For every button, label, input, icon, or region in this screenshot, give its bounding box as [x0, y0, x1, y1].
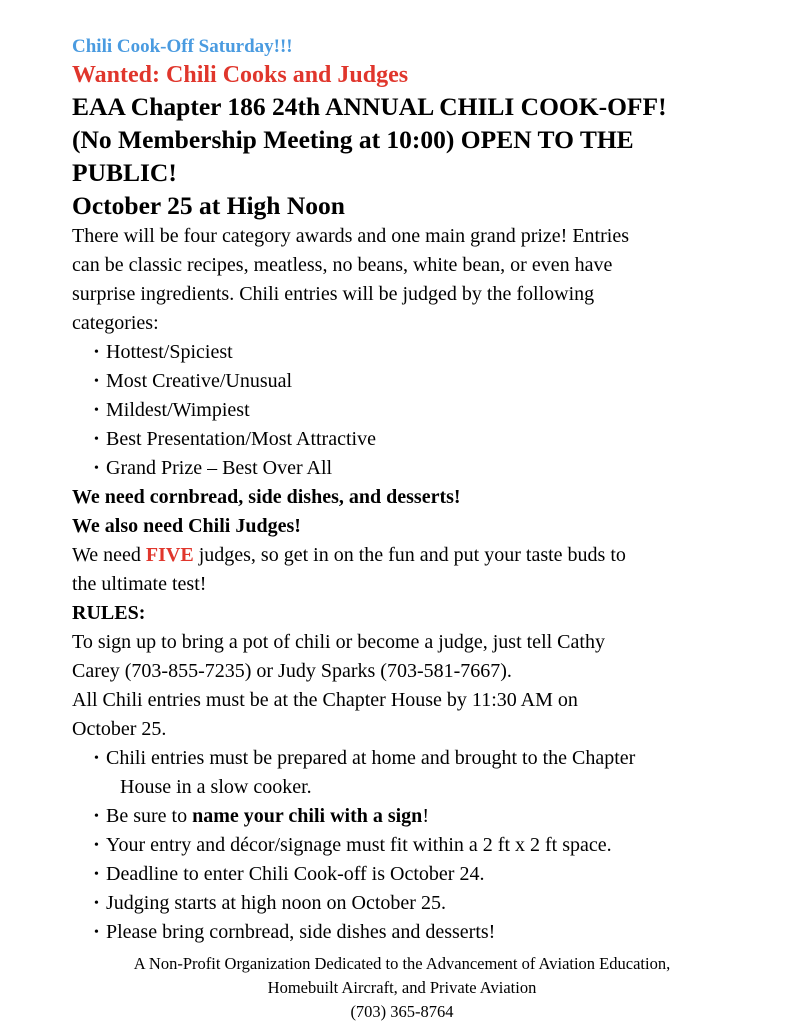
bullet-icon: • — [94, 374, 99, 389]
judges-heading: We also need Chili Judges! — [72, 515, 301, 537]
footer-line: Homebuilt Aircraft, and Private Aviation — [267, 978, 537, 997]
kicker-heading: Chili Cook-Off Saturday!!! — [72, 36, 293, 57]
emphasis-text: name your chili with a sign — [192, 805, 423, 827]
bullet-icon: • — [94, 345, 99, 360]
judges-request-line2: the ultimate test! — [72, 573, 207, 595]
event-date-heading: October 25 at High Noon — [72, 191, 345, 220]
deadline-line: October 25. — [72, 718, 167, 740]
signup-line: To sign up to bring a pot of chili or become a judge, just tell Cathy — [72, 631, 605, 653]
list-item: • Best Presentation/Most Attractive — [72, 425, 742, 454]
rules-heading: RULES: — [72, 602, 146, 624]
bullet-icon: • — [94, 403, 99, 418]
category-list — [72, 338, 742, 483]
list-item: • Be sure to name your chili with a sign! — [72, 802, 742, 831]
footer-phone: (703) 365-8764 — [350, 1002, 454, 1021]
intro-line: There will be four category awards and one main grand prize! Entries — [72, 225, 629, 247]
judges-count: FIVE — [145, 544, 194, 566]
intro-line: can be classic recipes, meatless, no beans, white bean, or even have — [72, 254, 613, 276]
bullet-icon: • — [94, 461, 99, 476]
bullet-icon: • — [94, 867, 99, 882]
list-item: • Grand Prize – Best Over All — [72, 454, 742, 483]
list-item: • Most Creative/Unusual — [72, 367, 742, 396]
intro-line: categories: — [72, 312, 159, 334]
list-item: • Please bring cornbread, side dishes and desserts! — [72, 918, 742, 947]
bullet-icon: • — [94, 838, 99, 853]
bullet-icon: • — [94, 925, 99, 940]
list-item: • Chili entries must be prepared at home and brought to the Chapter House in a slow cooker. — [72, 744, 742, 802]
intro-line: surprise ingredients. Chili entries will be judged by the following — [72, 283, 595, 305]
rules-list — [72, 744, 742, 947]
headline-line: EAA Chapter 186 24th ANNUAL CHILI COOK-OFF! — [72, 92, 667, 121]
headline-line: PUBLIC! — [72, 158, 177, 187]
list-item: • Deadline to enter Chili Cook-off is October 24. — [72, 860, 742, 889]
list-item: • Mildest/Wimpiest — [72, 396, 742, 425]
judges-request: We need FIVE judges, so get in on the fun and put your taste buds to — [72, 544, 626, 566]
footer-line: A Non-Profit Organization Dedicated to the Advancement of Aviation Education, — [133, 954, 671, 973]
wanted-heading: Wanted: Chili Cooks and Judges — [72, 62, 409, 88]
bullet-icon: • — [94, 809, 99, 824]
flyer-content — [72, 34, 742, 947]
food-request: We need cornbread, side dishes, and desserts! — [72, 486, 461, 508]
bullet-icon: • — [94, 896, 99, 911]
bullet-icon: • — [94, 432, 99, 447]
list-item: • Your entry and décor/signage must fit within a 2 ft x 2 ft space. — [72, 831, 742, 860]
headline-line: (No Membership Meeting at 10:00) OPEN TO THE — [72, 125, 634, 154]
signup-line: Carey (703-855-7235) or Judy Sparks (703-581-7667). — [72, 660, 512, 682]
deadline-line: All Chili entries must be at the Chapter House by 11:30 AM on — [72, 689, 578, 711]
bullet-icon: • — [94, 751, 99, 766]
list-item: • Hottest/Spiciest — [72, 338, 742, 367]
footer — [0, 952, 804, 1024]
list-item: • Judging starts at high noon on October 25. — [72, 889, 742, 918]
